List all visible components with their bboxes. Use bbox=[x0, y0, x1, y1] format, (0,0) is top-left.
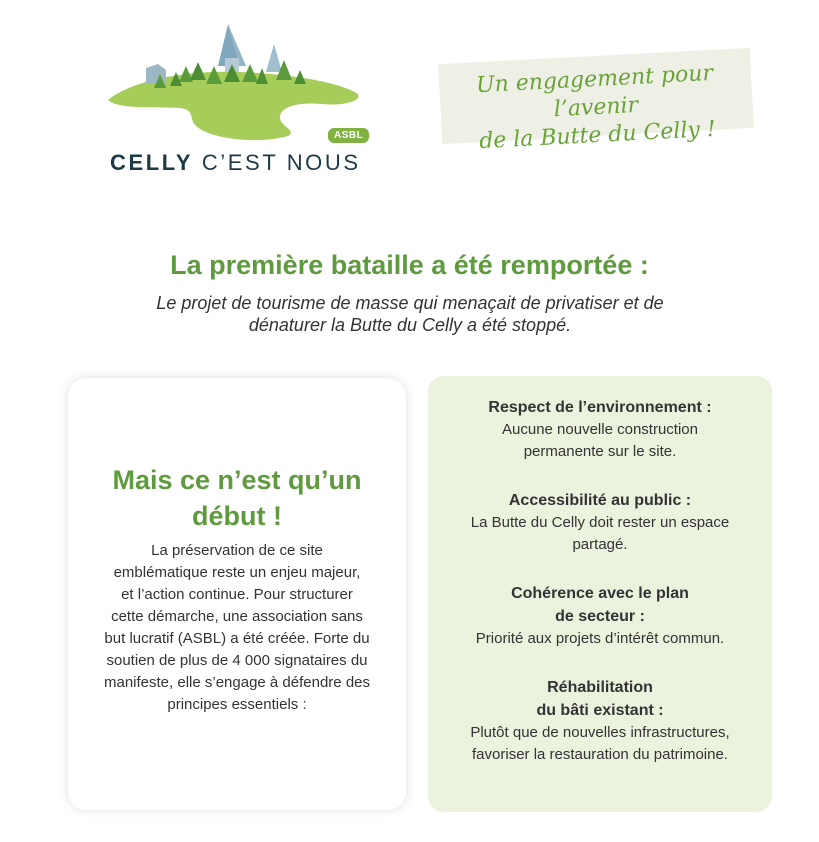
card-title-line-2: début ! bbox=[192, 501, 282, 531]
principle-heading: Respect de l’environnement : bbox=[488, 399, 712, 416]
card-body-line: emblématique reste un enjeu majeur, bbox=[113, 564, 361, 581]
card-body bbox=[88, 540, 386, 716]
intro-card bbox=[68, 378, 406, 810]
principle-text: Aucune nouvelle construction bbox=[502, 421, 698, 438]
intro-text bbox=[110, 292, 710, 336]
card-body-line: et l’action continue. Pour structurer bbox=[121, 586, 353, 603]
principle-text: partagé. bbox=[572, 536, 628, 553]
principle-rehabilitation bbox=[440, 676, 760, 766]
principles-panel bbox=[428, 376, 772, 812]
card-body-line: but lucratif (ASBL) a été créée. Forte du bbox=[104, 630, 370, 647]
org-name-bold: CELLY bbox=[110, 150, 194, 175]
card-title-line-1: Mais ce n’est qu’un bbox=[112, 465, 362, 495]
principle-heading: Réhabilitation du bâti existant : bbox=[536, 679, 664, 719]
principle-environment bbox=[440, 396, 760, 463]
principle-text: Priorité aux projets d’intérêt commun. bbox=[475, 630, 725, 647]
intro-line-1: Le projet de tourisme de masse qui menaçait de privatiser et de bbox=[156, 293, 664, 313]
principle-text: Plutôt que de nouvelles infrastructures, bbox=[470, 724, 730, 741]
card-body-line: principes essentiels : bbox=[167, 696, 307, 713]
tagline-line-1: Un engagement pour l’avenir bbox=[475, 60, 714, 123]
principle-text: permanente sur le site. bbox=[523, 443, 677, 460]
card-body-line: soutien de plus de 4 000 signataires du bbox=[106, 652, 368, 669]
org-name bbox=[110, 150, 361, 176]
card-body-line: manifeste, elle s’engage à défendre des bbox=[103, 674, 370, 691]
page-title: La première bataille a été remportée : bbox=[170, 250, 649, 280]
intro-line-2: dénaturer la Butte du Celly a été stoppé. bbox=[248, 315, 572, 335]
principle-accessibility bbox=[440, 489, 760, 556]
logo bbox=[100, 22, 380, 182]
org-name-rest: C’EST NOUS bbox=[201, 150, 361, 175]
card-title bbox=[68, 462, 406, 534]
principle-heading: Cohérence avec le plan de secteur : bbox=[511, 585, 689, 625]
principle-text: favoriser la restauration du patrimoine. bbox=[472, 746, 728, 763]
tagline-line-2: de la Butte du Celly ! bbox=[478, 116, 717, 155]
card-body-line: La préservation de ce site bbox=[151, 542, 323, 559]
principle-text: La Butte du Celly doit rester un espace bbox=[470, 514, 730, 531]
tagline bbox=[438, 58, 754, 158]
card-body-line: cette démarche, une association sans bbox=[111, 608, 363, 625]
principle-sector-plan bbox=[440, 582, 760, 650]
asbl-badge: ASBL bbox=[328, 128, 369, 143]
principle-heading: Accessibilité au public : bbox=[508, 492, 692, 509]
